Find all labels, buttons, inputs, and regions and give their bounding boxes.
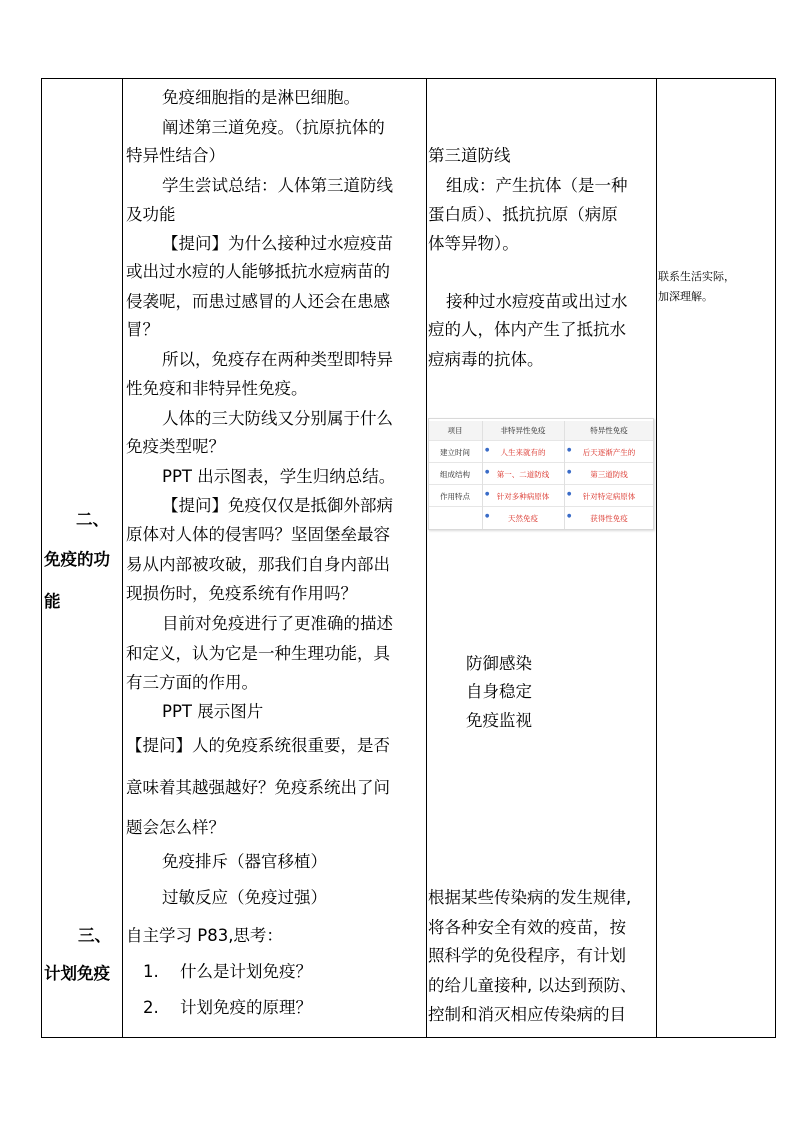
answer-line: 痘病毒的抗体。 <box>428 350 544 369</box>
question-number: 1. <box>143 962 159 981</box>
comparison-row <box>429 443 653 463</box>
teaching-line: 【提问】为什么接种过水痘疫苗 <box>162 234 393 253</box>
section-2-title-cont: 能 <box>44 592 61 611</box>
comparison-header-cell: 非特异性免疫 <box>500 426 546 435</box>
answer-line: 组成：产生抗体（是一种 <box>446 176 628 195</box>
comparison-cell: 第一、二道防线 <box>496 470 550 479</box>
bullet-marker-icon: ● <box>567 513 572 519</box>
answer-line: 接种过水痘疫苗或出过水 <box>446 292 628 311</box>
comparison-cell: 针对多种病原体 <box>496 492 550 501</box>
immune-function-item: 自身稳定 <box>466 682 532 701</box>
comparison-column-divider <box>564 421 565 529</box>
teaching-line: 易从内部被攻破，那我们自身内部出 <box>126 555 390 574</box>
plan-immunity-line: 根据某些传染病的发生规律, <box>428 888 632 907</box>
design-note: 加深理解。 <box>658 290 713 303</box>
teaching-line: 自主学习 P83,思考： <box>126 926 283 945</box>
teaching-line: 和定义，认为它是一种生理功能，具 <box>126 644 390 663</box>
table-left-border <box>41 78 42 1037</box>
comparison-cell: 获得性免疫 <box>590 514 628 523</box>
comparison-row-label: 建立时间 <box>440 448 470 457</box>
teaching-line: 免疫排斥（器官移植） <box>162 852 327 871</box>
plan-immunity-line: 将各种安全有效的疫苗，按 <box>428 918 626 937</box>
bullet-marker-icon: ● <box>485 447 490 453</box>
teaching-line: 性免疫和非特异性免疫。 <box>126 379 308 398</box>
section-3-number: 三、 <box>78 926 111 945</box>
section-2-number: 二、 <box>76 510 109 529</box>
teaching-line: 特异性结合） <box>126 146 225 165</box>
comparison-header-row <box>429 421 653 441</box>
column-divider-1 <box>122 78 123 1037</box>
bullet-marker-icon: ● <box>485 513 490 519</box>
immunity-comparison-table <box>428 418 654 530</box>
answer-line: 体等异物）。 <box>428 234 519 253</box>
plan-immunity-line: 的给儿童接种, 以达到预防、 <box>428 976 637 995</box>
comparison-header-cell: 特异性免疫 <box>590 426 628 435</box>
teaching-line: 所以，免疫存在两种类型即特异 <box>162 350 393 369</box>
comparison-row-label <box>429 509 481 529</box>
teaching-line: 过敏反应（免疫过强） <box>162 888 327 907</box>
column-divider-3 <box>656 78 657 1037</box>
plan-immunity-line: 控制和消灭相应传染病的目 <box>428 1005 626 1024</box>
comparison-row <box>429 487 653 507</box>
teaching-line: 侵袭呢，而患过感冒的人还会在患感 <box>126 292 390 311</box>
question-text: 什么是计划免疫？ <box>180 962 312 981</box>
immune-function-item: 防御感染 <box>466 654 532 673</box>
teaching-line: 【提问】免疫仅仅是抵御外部病 <box>162 496 393 515</box>
teaching-line: 人体的三大防线又分别属于什么 <box>162 409 393 428</box>
comparison-cell: 天然免疫 <box>508 514 538 523</box>
teaching-line: 免疫细胞指的是淋巴细胞。 <box>162 88 360 107</box>
section-2-title: 免疫的功 <box>44 550 110 569</box>
teaching-line: 或出过水痘的人能够抵抗水痘病苗的 <box>126 262 390 281</box>
bullet-marker-icon: ● <box>567 491 572 497</box>
comparison-header-cell: 项目 <box>447 426 463 435</box>
comparison-row <box>429 509 653 529</box>
table-bottom-border <box>41 1037 776 1038</box>
teaching-line: 有三方面的作用。 <box>126 673 258 692</box>
teaching-line: 及功能 <box>126 205 176 224</box>
comparison-cell: 第三道防线 <box>590 470 628 479</box>
teaching-line: PPT 出示图表，学生归纳总结。 <box>162 467 396 486</box>
comparison-cell: 人生来就有的 <box>500 448 546 457</box>
teaching-line: 原体对人体的侵害吗？坚固堡垒最容 <box>126 525 390 544</box>
comparison-row-label: 作用特点 <box>440 492 470 501</box>
comparison-row <box>429 465 653 485</box>
table-right-border <box>775 78 776 1037</box>
answer-line: 痘的人，体内产生了抵抗水 <box>428 320 626 339</box>
bullet-marker-icon: ● <box>567 469 572 475</box>
comparison-column-divider <box>482 421 483 529</box>
column-divider-2 <box>426 78 427 1037</box>
table-top-border <box>41 78 776 79</box>
teaching-line: 免疫类型呢？ <box>126 437 225 456</box>
plan-immunity-line: 照科学的免役程序，有计划 <box>428 946 626 965</box>
comparison-cell: 针对特定病原体 <box>582 492 636 501</box>
question-text: 计划免疫的原理？ <box>180 998 312 1017</box>
bullet-marker-icon: ● <box>567 447 572 453</box>
section-3-title: 计划免疫 <box>44 964 110 983</box>
teaching-line: 冒？ <box>126 320 159 339</box>
answer-line: 第三道防线 <box>428 146 511 165</box>
bullet-marker-icon: ● <box>485 491 490 497</box>
teaching-line: 目前对免疫进行了更准确的描述 <box>162 614 393 633</box>
teaching-line: 题会怎么样？ <box>126 818 225 837</box>
question-number: 2. <box>143 998 159 1017</box>
teaching-line: PPT 展示图片 <box>162 702 264 721</box>
teaching-line: 阐述第三道免疫。（抗原抗体的 <box>162 118 385 137</box>
bullet-marker-icon: ● <box>485 469 490 475</box>
design-note: 联系生活实际， <box>658 270 735 283</box>
teaching-line: 【提问】人的免疫系统很重要，是否 <box>126 736 390 755</box>
teaching-line: 意味着其越强越好？免疫系统出了问 <box>126 778 390 797</box>
answer-line: 蛋白质）、抵抗抗原（病原 <box>428 205 618 224</box>
immune-function-item: 免疫监视 <box>466 711 532 730</box>
teaching-line: 学生尝试总结：人体第三道防线 <box>162 176 393 195</box>
comparison-cell: 后天逐渐产生的 <box>582 448 636 457</box>
comparison-row-label: 组成结构 <box>440 470 470 479</box>
teaching-line: 现损伤时，免疫系统有作用吗？ <box>126 584 357 603</box>
